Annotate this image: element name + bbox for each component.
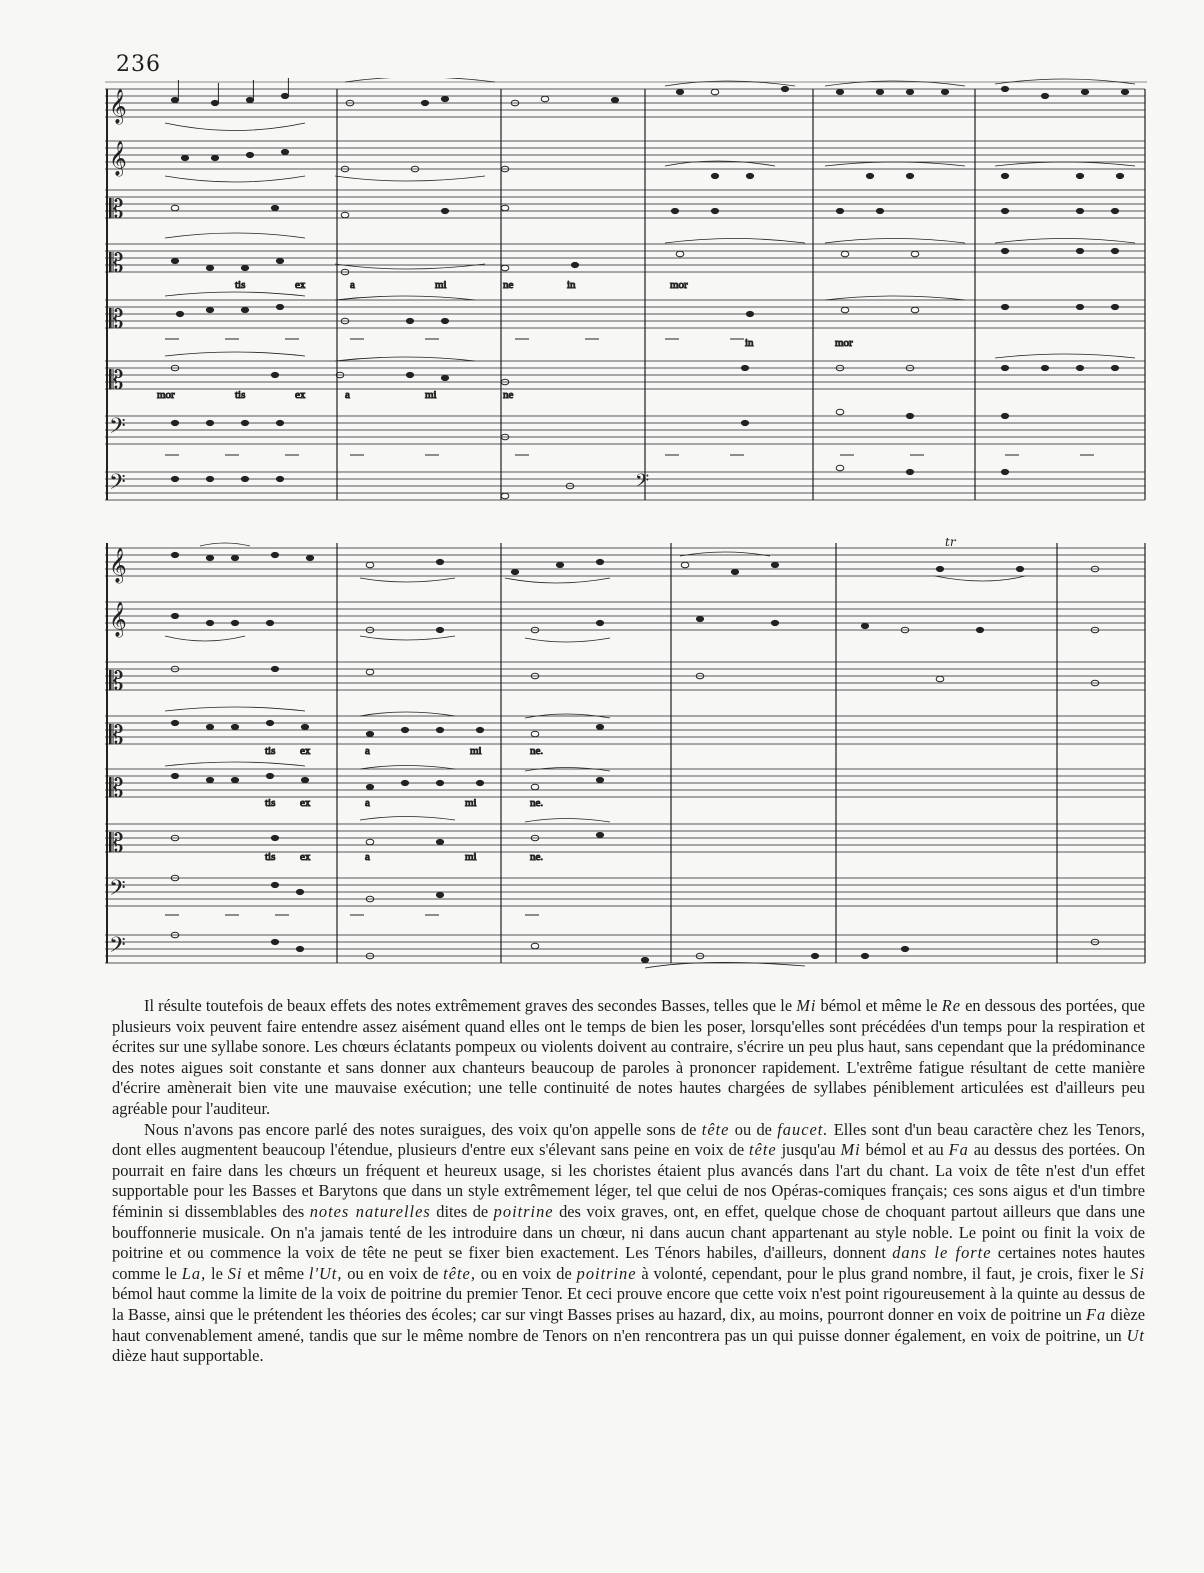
- svg-text:𝄡: 𝄡: [109, 774, 124, 804]
- text-run: le: [206, 1263, 228, 1283]
- paragraph-2: [112, 1120, 1145, 1367]
- lyric: mi: [465, 851, 477, 863]
- lyric: ex: [295, 389, 306, 401]
- text-run: bémol haut comme la limite de la voix de poitrine du premier Tenor. Et ceci prouve encore que cette voix n'est point rigoureusement à la quinte au dessus de la Basse, ainsi que le prétendent les théories des écoles; car sur vingt Basses prises au hazard, dix, au moins, pourront donner en voix de poitrine un: [112, 1284, 1145, 1324]
- lyric: mi: [425, 389, 437, 401]
- note-name: Si: [227, 1263, 243, 1283]
- body-text: [112, 996, 1145, 1367]
- staff-lines: [105, 89, 1145, 500]
- lyric: ne.: [530, 851, 544, 863]
- text-run: au dessus des portées. On pourrait en faire dans les chœurs un fréquent et heureux usage, si les choristes étaient plus avancés dans l'art du chant. La voix de tête n'est d'un effet supportable pour les Basses et Barytons que dans un style extrêmement léger, tel que celui de nos Opéras-comiques français; ces sons aigus et d'un timbre féminin si dissemblables des: [112, 1140, 1146, 1221]
- text-run: Nous n'avons pas encore parlé des notes suraigues, des voix qu'on appelle sons de: [144, 1119, 702, 1139]
- lyric: tis: [265, 797, 276, 809]
- clefs: [109, 548, 127, 963]
- text-run: ou en voix de: [342, 1263, 444, 1283]
- clefs: [109, 89, 649, 500]
- note-name: Si: [1130, 1263, 1145, 1283]
- lyric: ex: [300, 851, 311, 863]
- lyric: ex: [300, 745, 311, 757]
- lyrics-system-1: [157, 279, 853, 401]
- slurs: [165, 543, 1025, 968]
- emphasis: notes naturelles: [309, 1201, 431, 1221]
- barlines: [107, 89, 1145, 500]
- note-name: Fa: [948, 1140, 969, 1160]
- svg-text:𝄡: 𝄡: [109, 195, 124, 225]
- note-name: Mi: [796, 996, 817, 1015]
- lyric: tis: [235, 389, 246, 401]
- svg-text:𝄞: 𝄞: [109, 141, 127, 176]
- lyric: in: [745, 337, 754, 349]
- note-name: Mi: [840, 1140, 861, 1160]
- lyric: a: [365, 797, 370, 809]
- notes: [171, 552, 1099, 962]
- lyric: ne: [503, 279, 514, 291]
- barlines: [107, 543, 1145, 963]
- paragraph-1: [112, 996, 1145, 1120]
- lyric: mor: [670, 279, 688, 291]
- text-run: des voix graves, ont, en effet, quelque chose de choquant partout ailleurs que dans une bouffonnerie musicale. On n'a jamais tenté de les introduire dans un chœur, ni dans aucun chant appartenant au style noble. Le point ou finit la voix de poitrine et ou commence la voix de tête ne peut se fixer bien exactement. Les Ténors habiles, d'ailleurs, donnent: [112, 1201, 1145, 1263]
- lyric: tis: [265, 745, 276, 757]
- note-name: La,: [181, 1263, 207, 1283]
- lyric: mor: [157, 389, 175, 401]
- svg-text:𝄡: 𝄡: [109, 249, 124, 279]
- lyric: mi: [435, 279, 447, 291]
- svg-text:𝄢: 𝄢: [635, 471, 650, 496]
- score-system-1: [105, 78, 1150, 508]
- svg-text:𝄡: 𝄡: [109, 305, 124, 335]
- emphasis: poitrine: [576, 1263, 637, 1283]
- trill-ornament: tr: [945, 538, 956, 549]
- svg-text:𝄢: 𝄢: [109, 414, 126, 444]
- lyric: tis: [235, 279, 246, 291]
- score-system-1-svg: [105, 78, 1150, 508]
- note-name: Fa: [1086, 1304, 1107, 1324]
- score-system-2: [105, 538, 1150, 970]
- text-run: ou en voix de: [475, 1263, 577, 1283]
- lyric: tis: [265, 851, 276, 863]
- svg-text:𝄞: 𝄞: [109, 548, 127, 583]
- text-run: et même: [242, 1263, 309, 1283]
- lyric: a: [365, 745, 370, 757]
- svg-text:𝄡: 𝄡: [109, 667, 124, 697]
- text-run: dièze haut convenablement amené, tandis que sur le même nombre de Tenors on n'en rencontrera pas un qui puisse donner également, en voix de poitrine, un: [112, 1304, 1146, 1345]
- text-run: dièze haut supportable.: [112, 1346, 264, 1366]
- lyric: ex: [300, 797, 311, 809]
- lyric: ex: [295, 279, 306, 291]
- lyric: in: [567, 279, 576, 291]
- lyric: ne.: [530, 797, 544, 809]
- lyric: ne.: [530, 745, 544, 757]
- slurs: [165, 78, 1135, 361]
- lyric: a: [365, 851, 370, 863]
- lyric: mi: [470, 745, 482, 757]
- svg-text:𝄢: 𝄢: [109, 876, 126, 906]
- note-name: Re: [941, 996, 961, 1015]
- note-name: l'Ut,: [308, 1263, 343, 1283]
- emphasis: tête: [701, 1119, 730, 1139]
- emphasis: tête,: [443, 1263, 476, 1283]
- note-name: Ut: [1126, 1325, 1145, 1345]
- staff-lines: [105, 548, 1145, 963]
- svg-text:𝄡: 𝄡: [109, 721, 124, 751]
- emphasis: poitrine: [493, 1201, 554, 1221]
- text-run: bémol et au: [860, 1140, 949, 1160]
- text-run: Il résulte toutefois de beaux effets des notes extrêmement graves des secondes Basses, telles que le: [144, 996, 797, 1015]
- score-system-2-svg: [105, 538, 1150, 970]
- svg-text:𝄞: 𝄞: [109, 89, 127, 124]
- text-run: certaines notes hautes comme le: [112, 1243, 1145, 1283]
- lyric: a: [345, 389, 350, 401]
- emphasis: faucet.: [777, 1119, 829, 1139]
- text-run: dites de: [430, 1201, 494, 1221]
- page-number: 236: [116, 52, 161, 77]
- svg-text:𝄢: 𝄢: [109, 933, 126, 963]
- lyric: a: [350, 279, 355, 291]
- text-run: en dessous des portées, que plusieurs voix peuvent faire entendre assez aisément quand elles ont le temps de bien les poser, lorsqu'elles sont précédées d'un temps pour la respiration et écrites sur une syllabe sonore. Les chœurs éclatants pompeux ou violents doivent au contraire, s'écrire un peu plus haut, sans cependant que la prédominance des notes aigues soit constante et sans donner aux chanteurs beaucoup de paroles à prononcer rapidement. L'extrême fatigue résultant de cette manière d'écrire amènerait bien vite une mauvaise exécution; une telle continuité de notes hautes chargées de syllabes péniblement articulées est d'ailleurs peu agréable pour l'auditeur.: [112, 996, 1145, 1118]
- text-run: à volonté, cependant, pour le plus grand nombre, il faut, je crois, fixer le: [636, 1263, 1131, 1283]
- lyric: mi: [465, 797, 477, 809]
- text-run: Elles sont d'un beau caractère chez les Tenors, dont elles augmentent beaucoup l'étendue, plusieurs d'entre eux s'élevant sans peine en voix de: [112, 1119, 1145, 1160]
- lyric: ne: [503, 389, 514, 401]
- lyric: mor: [835, 337, 853, 349]
- text-run: jusqu'au: [776, 1140, 841, 1160]
- svg-text:𝄢: 𝄢: [109, 470, 126, 500]
- emphasis: dans le forte: [892, 1243, 992, 1263]
- svg-text:𝄡: 𝄡: [109, 829, 124, 859]
- svg-text:𝄞: 𝄞: [109, 602, 127, 637]
- emphasis: tête: [749, 1140, 777, 1160]
- text-run: ou de: [729, 1119, 778, 1139]
- text-run: bémol et même le: [816, 996, 942, 1015]
- svg-text:𝄡: 𝄡: [109, 366, 124, 396]
